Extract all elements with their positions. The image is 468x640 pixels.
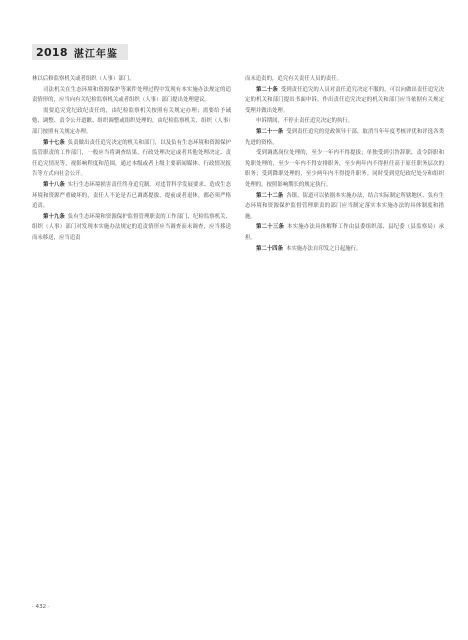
paragraph-text: 申诉期间，不停止责任追究决定的执行。 (256, 118, 354, 125)
paragraph (32, 180, 231, 212)
paragraph-text: 本实施办法自印发之日起施行。 (285, 245, 362, 252)
paragraph (32, 106, 231, 138)
paragraph (245, 222, 444, 243)
paragraph (32, 212, 231, 244)
paragraph-text: 受到调离岗位处理的，至少一年内不得提拔；单独受到引咎辞职、责令辞职和免职处理的，至少一年内不得安排职务，至少两年内不得担任高于原任职务层次的职务；受到降职处理的，至少两年内不得提升职务。同时受到党纪政纪处分和组织处理的，按照影响期长的规定执行。 (245, 150, 444, 188)
header-title: 湛江年鉴 (73, 48, 118, 60)
article-number: 第二十二条 (256, 192, 284, 199)
paragraph-text: 受到责任追究的党政领导干部，取消当年年度考核评优和评选各类先进的资格。 (245, 128, 444, 146)
left-column (32, 74, 231, 244)
paragraph-text: 负责做出责任追究决定的机关和部门，以及负有生态环境和资源保护监管职责的工作部门，一般应当将调查结果、行政处理决定或者其他处理决定、责任追究情况等，视影响程度和范围，通过本级或者上级主要新闻媒体、行政情况报告等方式向社会公开。 (32, 139, 231, 178)
paragraph-text: 各镇、街道可以依据本实施办法，结合实际制定所辖地区、负有生态环境和资源保护监督管理职责的部门应当制定落实本实施办法的具体制度和措施。 (245, 192, 444, 220)
paragraph-text: 实行生态环境损害责任终身追究制。对违背科学发展要求、造成生态环境和资源严重破坏的，责任人不论是否已调离提拔、提前或者退休，都必须严格追责。 (32, 181, 231, 210)
header-year: 2018 (36, 45, 68, 59)
paragraph (32, 85, 231, 106)
article-number: 第十七条 (43, 139, 65, 146)
paragraph-text: 本实施办法具体解释工作由县委组织部、县纪委（县监察局）承担。 (245, 224, 444, 241)
paragraph (245, 116, 444, 127)
paragraph (245, 74, 444, 85)
paragraph (245, 244, 444, 255)
paragraph (245, 85, 444, 117)
paragraph-text: 需要追究党纪政纪责任的，由纪检监察机关按照有关规定办理；需要给予诫勉、调整、责令公开道歉、组织调整或组织处理的，由纪检监察机关、组织（人事）部门按照有关规定办理。 (32, 107, 231, 135)
right-column (245, 74, 444, 254)
paragraph (245, 191, 444, 223)
paragraph-text: 受到责任追究的人员对责任追究决定不服的，可以向做出责任追究决定的机关和部门提出书面申诉。作出责任追究决定的机关和部门应当依据有关规定受理并做出处理。 (245, 86, 444, 114)
paragraph (245, 127, 444, 148)
page-number: · 432 · (32, 604, 50, 610)
article-number: 第二十条 (256, 86, 278, 93)
paragraph-text: 司法机关在生态环境和资源保护等案件处理过程中发现有本实施办法规定的追责情形的，应当向有关纪检监察机关或者组织（人事）部门提出处理建议。 (32, 86, 231, 104)
paragraph (245, 148, 444, 190)
article-number: 第十九条 (43, 213, 65, 220)
paragraph (32, 74, 231, 85)
paragraph-text: 负有生态环境和资源保护监督管理职责的工作部门、纪检监察机关、组织（人事）部门对发现本实施办法规定的追责情形应当调查而未调查，应当移送而未移送，应当追责 (32, 213, 231, 241)
yearbook-header (32, 44, 128, 60)
paragraph (32, 138, 231, 180)
article-number: 第十八条 (43, 181, 65, 188)
article-number: 第二十一条 (256, 128, 284, 135)
article-number: 第二十四条 (256, 245, 283, 252)
article-number: 第二十三条 (256, 224, 285, 231)
paragraph-text: 林以后修监察机关或者组织（人事）部门。 (32, 76, 135, 82)
paragraph-text: 而未追责的，追究有关责任人员的责任。 (245, 76, 343, 82)
